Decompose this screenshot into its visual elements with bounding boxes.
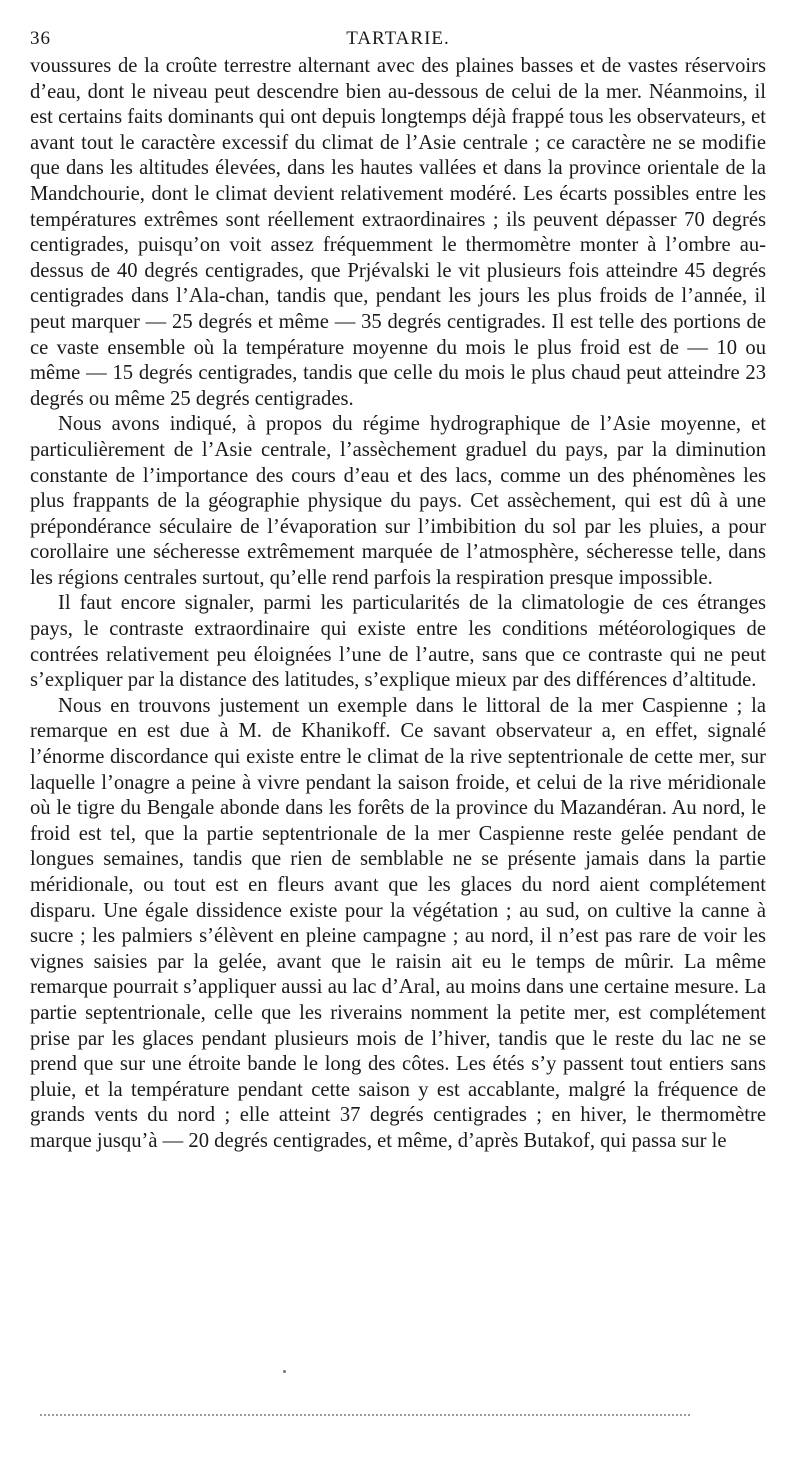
paragraph-hydrography: Nous avons indiqué, à propos du régime hydrographique de l’Asie moyenne, et particulièrement de l’Asie centrale, l’assèchement graduel du pays, par la diminution constante de l’importance des cours d’eau et des lacs, comme un des phénomènes les plus frappants de la géographie physique du pays. Cet assèchement, qui est dû à une prépondérance séculaire de l’évaporation sur l’imbibition du sol par les pluies, a pour corollaire une sécheresse extrêmement marquée de l’atmosphère, sécheresse telle, dans les régions centrales surtout, qu’elle rend parfois la respiration presque impossible. (30, 413, 766, 589)
bleed-through-rule (40, 1414, 690, 1416)
paragraph-continued: voussures de la croûte terrestre alternant avec des plaines basses et de vastes réservoirs d’eau, dont le niveau peut descendre bien au-dessous de celui de la mer. Néanmoins, il est certains faits dominants qui ont depuis longtemps déjà frappé tous les observateurs, et avant tout le caractère excessif du climat de l’Asie centrale ; ce caractère ne se modifie que dans les altitudes élevées, dans les hautes vallées et dans la province orientale de la Mandchourie, dont le climat devient relativement modéré. Les écarts possibles entre les températures extrêmes sont réellement extraordinaires ; ils peuvent dépasser 70 degrés centigrades, puisqu’on voit assez fréquemment le thermomètre monter à l’ombre au-dessus de 40 degrés centigrades, que Prjévalski le vit plusieurs fois atteindre 45 degrés centigrades dans l’Ala-chan, tandis que, pendant les jours les plus froids de l’année, il peut marquer — 25 degrés et même — 35 degrés centigrades. Il est telle des portions de ce vaste ensemble où la température moyenne du mois le plus froid est de — 10 ou même — 15 degrés centigrades, tandis que celle du mois le plus chaud peut atteindre 23 degrés ou même 25 degrés centigrades. (30, 55, 766, 410)
paragraph-caspian: Nous en trouvons justement un exemple dans le littoral de la mer Caspienne ; la remarque en est due à M. de Khanikoff. Ce savant observateur a, en effet, signalé l’énorme discordance qui existe entre le climat de la rive septentrionale de cette mer, sur laquelle l’onagre a peine à vivre pendant la saison froide, et celui de la rive méridionale où le tigre du Bengale abonde dans les forêts de la province du Mazandéran. Au nord, le froid est tel, que la partie septentrionale de la mer Caspienne reste gelée pendant de longues semaines, tandis que rien de semblable ne se présente jamais dans la partie méridionale, ou tout est en fleurs avant que les glaces du nord aient complétement disparu. Une égale dissidence existe pour la végétation ; au sud, on cultive la canne à sucre ; les palmiers s’élèvent en pleine campagne ; au nord, il n’est pas rare de voir les vignes saisies par la gelée, avant que le raisin ait eu le temps de mûrir. La même remarque pourrait s’appliquer aussi au lac d’Aral, au moins dans une certaine mesure. La partie septentrionale, celle que les riverains nomment la petite mer, est complétement prise par les glaces pendant plusieurs mois de l’hiver, tandis que le reste du lac ne se prend que sur une étroite bande le long des côtes. Les étés s’y passent tout entiers sans pluie, et la température pendant cette saison y est accablante, malgré la fréquence de grands vents du nord ; elle atteint 37 degrés centigrades ; en hiver, le thermomètre marque jusqu’à — 20 degrés centigrades, et même, d’après Butakof, qui passa sur le (30, 694, 766, 1152)
running-title: TARTARIE. (346, 28, 450, 49)
paragraph-climatology: Il faut encore signaler, parmi les particularités de la climatologie de ces étranges pays, le contraste extraordinaire qui existe entre les conditions météorologiques de contrées relativement peu éloignées l’une de l’autre, sans que ce contraste qui ne peut s’expliquer par la distance des latitudes, s’explique mieux par des différences d’altitude. (30, 592, 766, 692)
page-header (30, 26, 766, 54)
print-speck (283, 1370, 286, 1373)
book-page (30, 26, 766, 1155)
body-text (30, 54, 766, 1155)
page-number: 36 (30, 28, 51, 49)
